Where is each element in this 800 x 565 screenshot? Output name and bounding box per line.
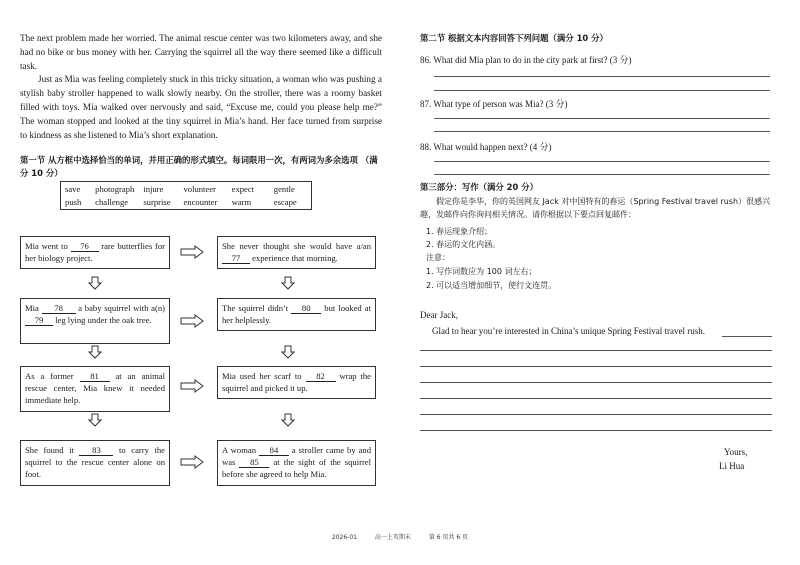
email-closing: Yours, bbox=[724, 447, 748, 457]
footer-page-number: 第 6 页共 6 页 bbox=[428, 534, 469, 541]
word-bank-box bbox=[60, 181, 312, 210]
word-bank-item: gentle bbox=[273, 184, 295, 194]
word-bank-item: warm bbox=[231, 197, 252, 207]
writing-line-2[interactable] bbox=[420, 366, 772, 367]
writing-line-3[interactable] bbox=[420, 382, 772, 383]
footer-exam: 高一上英期末 bbox=[374, 534, 411, 541]
blank-78[interactable]: 78 bbox=[42, 303, 76, 314]
word-bank-item: escape bbox=[273, 197, 297, 207]
left-column bbox=[20, 32, 382, 180]
flow-box-82: Mia used her scarf to 82 wrap the squirrel and picked it up. bbox=[217, 366, 376, 399]
answer-line-87-1[interactable] bbox=[434, 118, 770, 119]
word-bank-item: injure bbox=[143, 184, 164, 194]
blank-80[interactable]: 80 bbox=[291, 303, 321, 314]
writing-line-1[interactable] bbox=[420, 350, 772, 351]
section1-title: 第一节 从方框中选择恰当的单词，并用正确的形式填空。每词限用一次，有两词为多余选项 （满分 10 分） bbox=[20, 155, 378, 179]
blank-83[interactable]: 83 bbox=[79, 445, 113, 456]
writing-line-0[interactable] bbox=[722, 336, 772, 337]
right-arrow-icon bbox=[180, 379, 204, 393]
blank-79[interactable]: 79 bbox=[25, 315, 53, 326]
down-arrow-icon bbox=[88, 413, 102, 427]
word-bank-item: expect bbox=[231, 184, 255, 194]
blank-84[interactable]: 84 bbox=[259, 445, 289, 456]
flow-box-81: As a former 81 at an animal rescue center, Mia knew it needed immediate help. bbox=[20, 366, 170, 412]
word-bank-item: save bbox=[65, 184, 81, 194]
word-bank-item: push bbox=[65, 197, 82, 207]
page-footer bbox=[0, 532, 800, 541]
passage-paragraph-1: The next problem made her worried. The animal rescue center was two kilometers away, and she had no bike or bus money with her. Carrying the squirrel all the way there seemed like a difficult task. bbox=[20, 33, 382, 71]
blank-82[interactable]: 82 bbox=[306, 371, 336, 382]
note-2: 2. 可以适当增加细节，使行文连贯。 bbox=[426, 281, 557, 290]
right-arrow-icon bbox=[180, 245, 204, 259]
down-arrow-icon bbox=[88, 276, 102, 290]
answer-line-88-1[interactable] bbox=[434, 161, 770, 162]
word-bank-item: challenge bbox=[95, 197, 129, 207]
blank-77[interactable]: 77 bbox=[222, 253, 250, 264]
blank-81[interactable]: 81 bbox=[80, 371, 110, 382]
flow-box-76: Mia went to 76 rare butterflies for her biology project. bbox=[20, 236, 170, 269]
email-opening: Glad to hear you’re interested in China’s unique Spring Festival travel rush. bbox=[432, 326, 705, 336]
flow-box-77: She never thought she would have a/an 77 experience that morning. bbox=[217, 236, 376, 269]
down-arrow-icon bbox=[281, 413, 295, 427]
word-bank-row-1 bbox=[65, 184, 310, 194]
writing-line-6[interactable] bbox=[420, 430, 772, 431]
answer-line-88-2[interactable] bbox=[434, 174, 770, 175]
right-arrow-icon bbox=[180, 314, 204, 328]
footer-date: 2026-01 bbox=[331, 534, 357, 541]
email-salutation: Dear Jack, bbox=[420, 310, 458, 320]
passage-paragraph-2: Just as Mia was feeling completely stuck in this tricky situation, a woman who was pushing a stylish baby stroller happened to walk slowly nearby. On the stroller, there was a roomy basket filled with toys. Mia walked over nervously and said, “Excuse me, could you please help me?” The woman stopped and looked at the tiny squirrel in Mia’s hand. Her face turned from surprise to kindness as she listened to Mia’s short explanation. bbox=[20, 74, 382, 140]
writing-point-1: 1. 春运现象介绍； bbox=[426, 227, 493, 236]
section2-title: 第二节 根据文本内容回答下列问题（满分 10 分） bbox=[420, 33, 608, 43]
writing-line-5[interactable] bbox=[420, 414, 772, 415]
right-arrow-icon bbox=[180, 455, 204, 469]
word-bank-item: volunteer bbox=[183, 184, 216, 194]
word-bank-item: encounter bbox=[183, 197, 218, 207]
note-title: 注意： bbox=[426, 253, 450, 262]
writing-prompt: 假定你是李华，你的英国网友 Jack 对中国特有的春运（Spring Festival travel rush）很感兴趣，发邮件向你询问相关情况。请你根据以下要点回复邮件： bbox=[420, 197, 771, 219]
question-86: 86. What did Mia plan to do in the city park at first? (3 分) bbox=[420, 55, 632, 65]
word-bank-item: photograph bbox=[95, 184, 135, 194]
answer-line-86-1[interactable] bbox=[434, 76, 770, 77]
note-1: 1. 写作词数应为 100 词左右； bbox=[426, 267, 537, 276]
flow-box-84-85: A woman 84 a stroller came by and was 85 at the sight of the squirrel before she agreed to help Mia. bbox=[217, 440, 376, 486]
down-arrow-icon bbox=[281, 276, 295, 290]
down-arrow-icon bbox=[88, 345, 102, 359]
email-signature: Li Hua bbox=[719, 461, 745, 471]
part3-title: 第三部分：写作（满分 20 分） bbox=[420, 182, 538, 192]
question-87: 87. What type of person was Mia? (3 分) bbox=[420, 99, 568, 109]
flow-box-83: She found it 83 to carry the squirrel to the rescue center alone on foot. bbox=[20, 440, 170, 486]
flow-box-80: The squirrel didn’t 80 but looked at her helplessly. bbox=[217, 298, 376, 331]
down-arrow-icon bbox=[281, 345, 295, 359]
word-bank-item: surprise bbox=[143, 197, 171, 207]
writing-point-2: 2. 春运的文化内涵。 bbox=[426, 240, 501, 249]
blank-85[interactable]: 85 bbox=[239, 457, 269, 468]
question-88: 88. What would happen next? (4 分) bbox=[420, 142, 552, 152]
answer-line-86-2[interactable] bbox=[434, 90, 770, 91]
answer-line-87-2[interactable] bbox=[434, 131, 770, 132]
writing-line-4[interactable] bbox=[420, 398, 772, 399]
flow-box-78-79: Mia 78 a baby squirrel with a(n) 79 leg lying under the oak tree. bbox=[20, 298, 170, 344]
blank-76[interactable]: 76 bbox=[71, 241, 99, 252]
word-bank-row-2 bbox=[65, 197, 310, 207]
